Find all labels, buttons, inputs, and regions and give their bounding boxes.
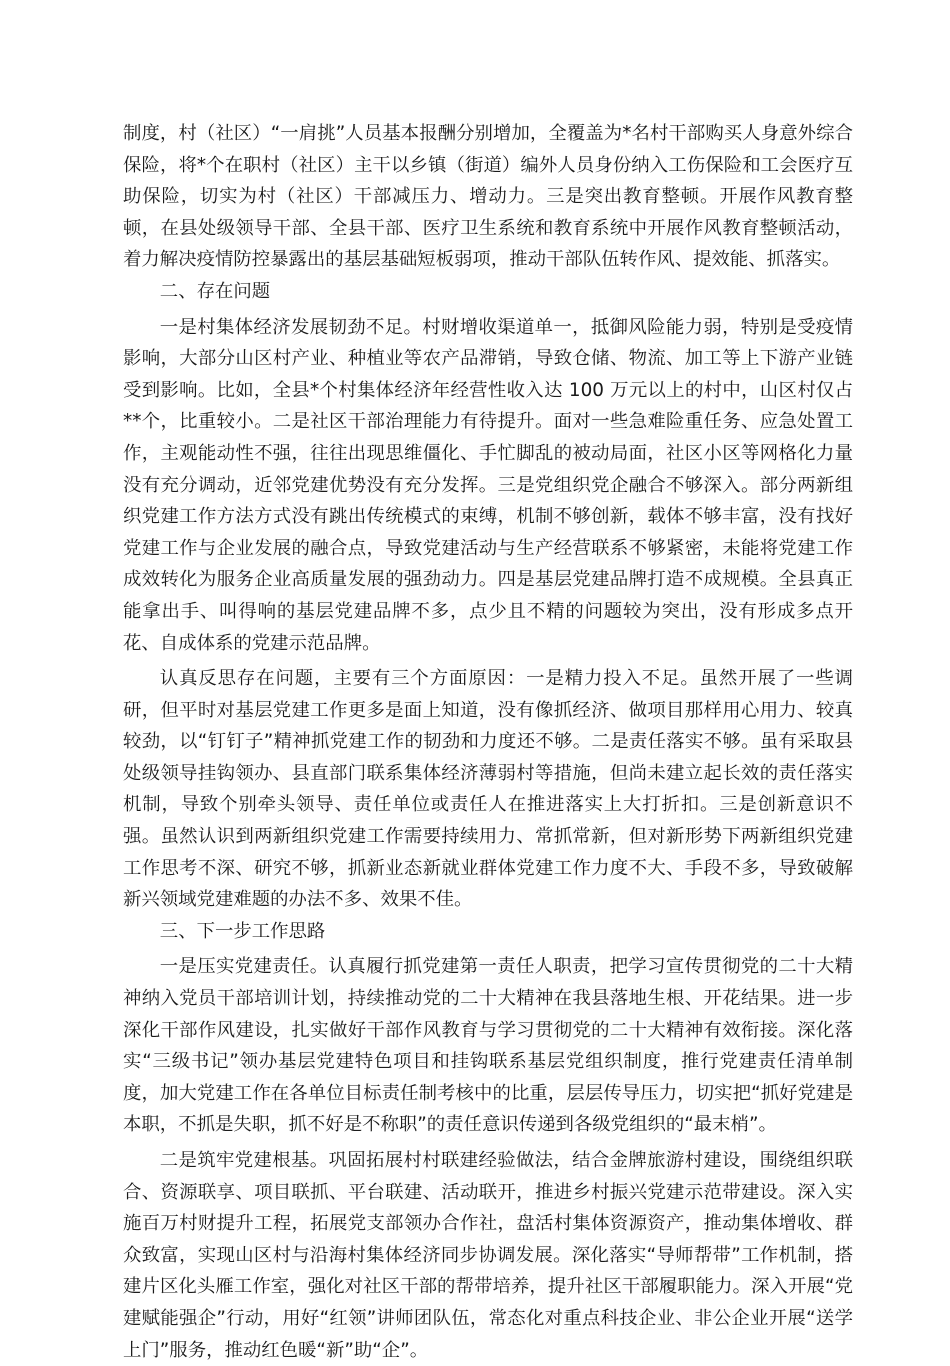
paragraph-reflection: 认真反思存在问题，主要有三个方面原因：一是精力投入不足。虽然开展了一些调研，但平时对基层党建工作更多是面上知道，没有像抓经济、做项目那样用心用力、较真较劲，以“钉钉子”精神抓党建工作的韧劲和力度还不够。二是责任落实不够。虽有采取县处级领导挂钩领办、县直部门联系集体经济薄弱村等措施，但尚未建立起长效的责任落实机制，导致个别牵头领导、责任单位或责任人在推进落实上大打折扣。三是创新意识不强。虽然认识到两新组织党建工作需要持续用力、常抓常新，但对新形势下两新组织党建工作思考不深、研究不够，抓新业态新就业群体党建工作力度不大、手段不多，导致破解新兴领域党建难题的办法不多、效果不佳。 [123,668,853,911]
section-heading-problems: 二、存在问题 [159,280,271,302]
paragraph-party-foundation: 二是筑牢党建根基。巩固拓展村村联建经验做法，结合金牌旅游村建设，围绕组织联合、资源联享、项目联抓、平台联建、活动联开，推进乡村振兴党建示范带建设。深入实施百万村财提升工程，拓展党支部领办合作社，盘活村集体资源资产，推动集体增收、群众致富，实现山区村与沿海村集体经济同步协调发展。深化落实“导师帮带”工作机制，搭建片区化头雁工作室，强化对社区干部的帮带培养，提升社区干部履职能力。深入开展“党建赋能强企”行动，用好“红领”讲师团队伍，常态化对重点科技企业、非公企业开展“送学上门”服务，推动红色暖“新”助“企”。 [123,1150,853,1361]
paragraph-continuation: 制度，村（社区）“一肩挑”人员基本报酬分别增加，全覆盖为*名村干部购买人身意外综合保险，将*个在职村（社区）主干以乡镇（街道）编外人员身份纳入工伤保险和工会医疗互助保险，切实为村（社区）干部减压力、增动力。三是突出教育整顿。开展作风教育整顿，在县处级领导干部、全县干部、医疗卫生系统和教育系统中开展作风教育整顿活动，着力解决疫情防控暴露出的基层基础短板弱项，推动干部队伍转作风、提效能、抓落实。 [123,123,853,271]
paragraph-party-responsibility: 一是压实党建责任。认真履行抓党建第一责任人职责，把学习宣传贯彻党的二十大精神纳入党员干部培训计划，持续推动党的二十大精神在我县落地生根、开花结果。进一步深化干部作风建设，扎实做好干部作风教育与学习贯彻党的二十大精神有效衔接。深化落实“三级书记”领办基层党建特色项目和挂钩联系基层党组织制度，推行党建责任清单制度，加大党建工作在各单位目标责任制考核中的比重，层层传导压力，切实把“抓好党建是本职，不抓是失职，抓不好是不称职”的责任意识传递到各级党组织的“最末梢”。 [123,956,853,1136]
document-body [123,118,853,1366]
section-heading-next-steps: 三、下一步工作思路 [159,920,326,942]
paragraph-problems: 一是村集体经济发展韧劲不足。村财增收渠道单一，抵御风险能力弱，特别是受疫情影响，大部分山区村产业、种植业等农产品滞销，导致仓储、物流、加工等上下游产业链受到影响。比如，全县*个村集体经济年经营性收入达 100 万元以上的村中，山区村仅占**个，比重较小。二是社区干部治理能力有待提升。面对一些急难险重任务、应急处置工作，主观能动性不强，往往出现思维僵化、手忙脚乱的被动局面，社区小区等网格化力量没有充分调动，近邻党建优势没有充分发挥。三是党组织党企融合不够深入。部分两新组织党建工作方法方式没有跳出传统模式的束缚，机制不够创新，载体不够丰富，没有找好党建工作与企业发展的融合点，导致党建活动与生产经营联系不够紧密，未能将党建工作成效转化为服务企业高质量发展的强劲动力。四是基层党建品牌打造不成规模。全县真正能拿出手、叫得响的基层党建品牌不多，点少且不精的问题较为突出，没有形成多点开花、自成体系的党建示范品牌。 [123,316,853,654]
